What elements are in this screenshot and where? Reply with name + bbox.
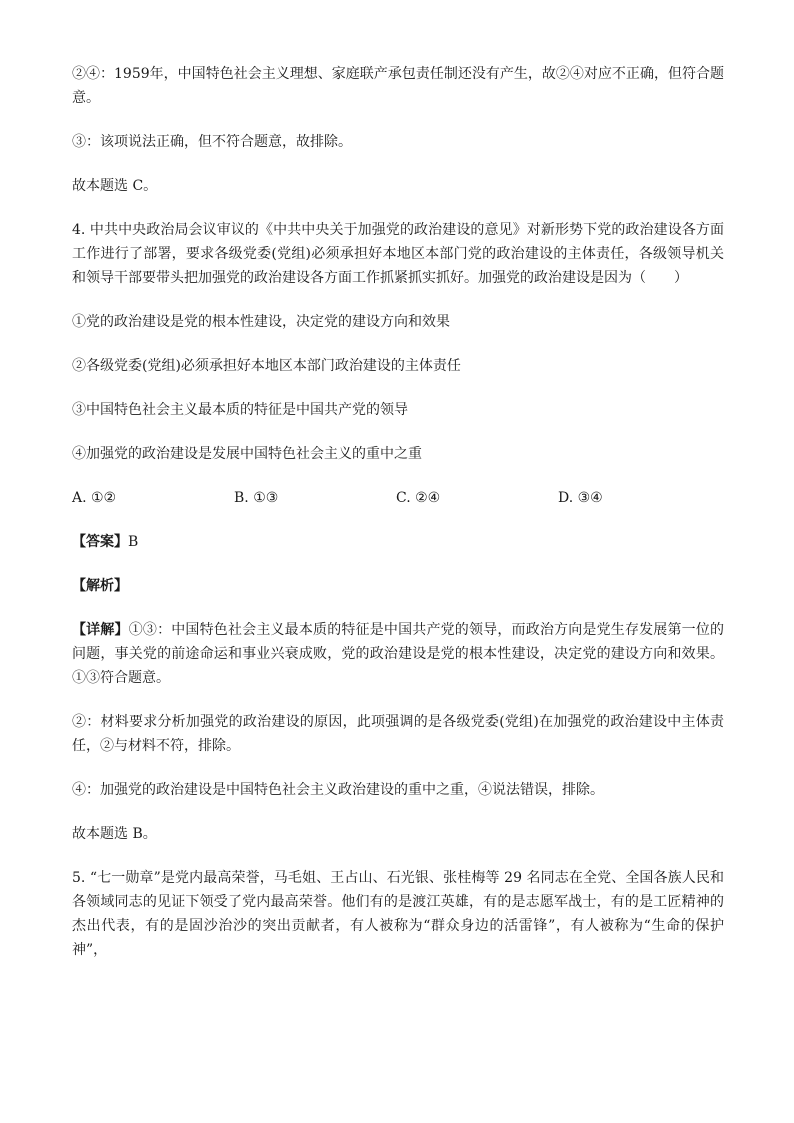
question-4-options (72, 486, 724, 510)
detail-para-2: ②：材料要求分析加强党的政治建设的原因，此项强调的是各级党委(党组)在加强党的政治建设中主体责任，②与材料不符，排除。 (72, 714, 724, 754)
detail-para-1 (72, 618, 724, 690)
option-c: C. ②④ (396, 490, 441, 506)
answer-value: B (128, 534, 139, 550)
question-4-statement-1: ①党的政治建设是党的根本性建设，决定党的建设方向和效果 (72, 314, 450, 330)
answer-label: 【答案】 (72, 534, 128, 550)
prev-analysis-para-1: ②④：1959年，中国特色社会主义理想、家庭联产承包责任制还没有产生，故②④对应不正确，但符合题意。 (72, 66, 724, 106)
detail-para-3: ④：加强党的政治建设是中国特色社会主义政治建设的重中之重，④说法错误，排除。 (72, 782, 604, 798)
prev-conclusion: 故本题选 C。 (72, 178, 158, 194)
document-page (72, 62, 724, 982)
question-4-statement-3: ③中国特色社会主义最本质的特征是中国共产党的领导 (72, 402, 408, 418)
option-a: A. ①② (72, 490, 117, 506)
question-4-stem: 4. 中共中央政治局会议审议的《中共中央关于加强党的政治建设的意见》对新形势下党的政治建设各方面工作进行了部署，要求各级党委(党组)必须承担好本地区本部门党的政治建设的主体责任，各级领导机关和领导干部要带头把加强党的政治建设各方面工作抓紧抓实抓好。加强党的政治建设是因为（ ） (72, 222, 724, 286)
prev-analysis-para-2: ③：该项说法正确，但不符合题意，故排除。 (72, 134, 352, 150)
answer-line (72, 530, 724, 554)
detail-text-1: ①③：中国特色社会主义最本质的特征是中国共产党的领导，而政治方向是党生存发展第一位的问题，事关党的前途命运和事业兴衰成败，党的政治建设是党的根本性建设，决定党的建设方向和效果。①③符合题意。 (72, 622, 725, 686)
question-4-conclusion: 故本题选 B。 (72, 826, 157, 842)
detail-label: 【详解】 (72, 622, 129, 638)
question-5-stem: 5. “七一勋章”是党内最高荣誉，马毛姐、王占山、石光银、张桂梅等 29 名同志在全党、全国各族人民和各领域同志的见证下领受了党内最高荣誉。他们有的是渡江英雄，有的是志愿军战士，有的是工匠精神的杰出代表，有的是固沙治沙的突出贡献者，有人被称为“群众身边的活雷锋”，有人被称为“生命的保护神”， (72, 870, 724, 958)
option-b: B. ①③ (234, 490, 279, 506)
question-4-statement-2: ②各级党委(党组)必须承担好本地区本部门政治建设的主体责任 (72, 358, 461, 374)
option-d: D. ③④ (558, 490, 603, 506)
analysis-line (72, 574, 724, 598)
analysis-label: 【解析】 (72, 578, 128, 594)
question-4-statement-4: ④加强党的政治建设是发展中国特色社会主义的重中之重 (72, 446, 422, 462)
